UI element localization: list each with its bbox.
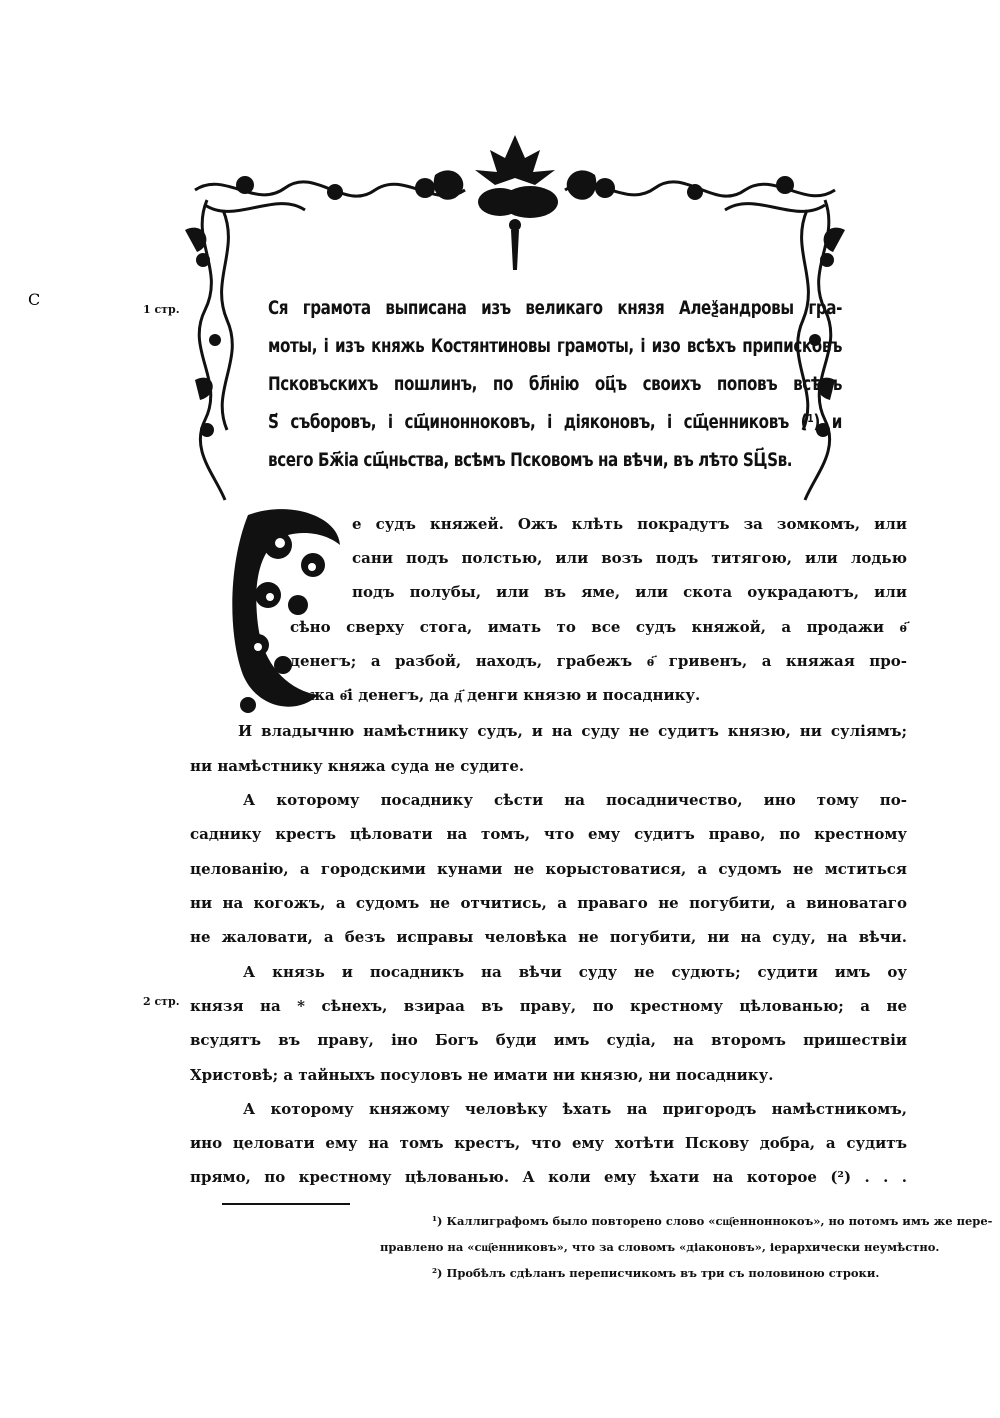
text-line: ни на когожъ, а судомъ не отчитись, а праваго не погубити, а виноватаго (190, 894, 907, 912)
text-line: прямо, по крестному цѣлованью. А коли ему ѣхати на которое (²) . . . (190, 1168, 907, 1186)
margin-note-page1: 1 стр. (143, 303, 180, 316)
heading-line: Псковъскихъ пошлинъ, по бл҃нію оц҃ъ своихъ поповъ всѣхъ (268, 374, 842, 395)
text-line: е судъ княжей. Ожъ клѣть покрадутъ за зомкомъ, или (352, 515, 907, 533)
text-line: не жаловати, а безъ исправы человѣка не погубити, ни на суду, на вѣчи. (190, 928, 907, 946)
document-heading (268, 290, 842, 480)
margin-note-page2: 2 стр. (143, 995, 180, 1008)
text-line: А князь и посадникъ на вѣчи суду не судють; судити имъ оу (243, 963, 907, 981)
initial-letter-text: С (28, 290, 41, 309)
text-line: подъ полубы, или въ яме, или скота оукрадаютъ, или (352, 583, 907, 601)
text-line: сани подъ полстью, или возъ подъ титягою, или лодью (352, 549, 907, 567)
text-line: ино целовати ему на томъ крестъ, что ему хотѣти Пскову добра, а судитъ (190, 1134, 907, 1152)
text-line: ни намѣстнику княжа суда не судите. (190, 757, 525, 775)
text-line: дажа ѳ҃і денегъ, да д҃ денги князю и посаднику. (290, 686, 701, 704)
heading-line: Ся грамота выписана изъ великаго князя Алеѯандровы гра- (268, 298, 842, 319)
text-line: А которому посаднику сѣсти на посадничество, ино тому по- (243, 791, 907, 809)
text-line: князя на * сѣнехъ, взираа въ праву, по крестному цѣлованью; а не (190, 997, 907, 1015)
footnote-line: ¹) Каллиграфомъ было повторено слово «сщ҃енноннокоъ», но потомъ имъ же пере- (432, 1214, 993, 1228)
text-line: Христовѣ; а тайныхъ посуловъ не имати ни князю, ни посаднику. (190, 1066, 774, 1084)
text-line: И владычню намѣстнику судъ, и на суду не судитъ князю, ни суліямъ; (238, 722, 907, 740)
heading-line: Ѕ҃ съборовъ, і сщ҃инонноковъ, і діяконовъ, і сщ҃енниковъ (¹) и (268, 412, 842, 433)
heading-line: моты, і изъ княжь Костянтиновы грамоты, і изо всѣхъ приписковъ (268, 336, 842, 357)
text-line: А которому княжому человѣку ѣхать на пригородъ намѣстникомъ, (243, 1100, 907, 1118)
heading-line: всего Бж҃іа сщ҃ньства, всѣмъ Псковомъ на вѣчи, въ лѣто ЅЦ҃Ѕв. (268, 450, 793, 471)
text-line: сѣно сверху стога, имать то все судъ княжой, а продажи ѳ҃ (290, 618, 907, 636)
text-line: денегъ; а разбой, находъ, грабежъ ѳ҃ гривенъ, а княжая про- (290, 652, 907, 670)
footnote-line: ²) Пробѣлъ сдѣланъ переписчикомъ въ три съ половиною строки. (432, 1266, 880, 1280)
footnote-line: правлено на «сщ҃енниковъ», что за словомъ «діаконовъ», іерархически неумѣстно. (380, 1240, 940, 1254)
text-line: всудятъ въ праву, іно Богъ буди имъ судіа, на второмъ пришествіи (190, 1031, 907, 1049)
footnote-separator (222, 1203, 350, 1205)
text-line: саднику крестъ цѣловати на томъ, что ему судитъ право, по крестному (190, 825, 907, 843)
text-line: целованію, а городскими кунами не корыстоватися, а судомъ не мститься (190, 860, 907, 878)
